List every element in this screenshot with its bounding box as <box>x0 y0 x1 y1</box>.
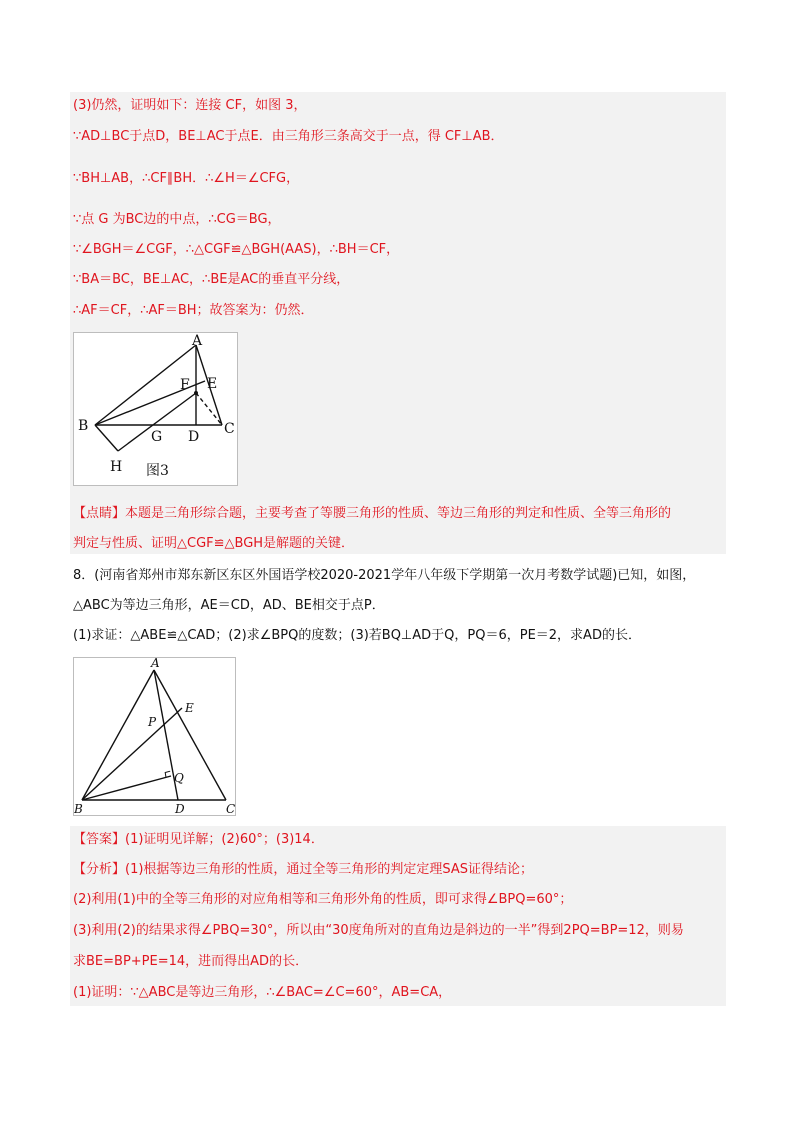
figure-3-drawing <box>74 333 237 485</box>
proof-line: (1)证明：∵△ABC是等边三角形，∴∠BAC=∠C=60°，AB=CA， <box>73 985 452 1000</box>
problem-8-line: 8．(河南省郑州市郑东新区东区外国语学校2020-2021学年八年级下学期第一次月考数学试题)已知，如图， <box>73 568 696 583</box>
label-a: A <box>192 333 203 349</box>
proof-line: ∴AF＝CF，∴AF＝BH；故答案为：仍然． <box>73 303 314 318</box>
label-d: D <box>175 802 185 815</box>
label-f: F <box>180 377 190 393</box>
label-h: H <box>110 459 123 475</box>
label-b: B <box>74 802 83 815</box>
label-a: A <box>151 658 160 670</box>
label-c: C <box>224 421 235 437</box>
analysis-line: (3)利用(2)的结果求得∠PBQ=30°，所以由“30度角所对的直角边是斜边的一半”得到2PQ=BP=12，则易 <box>73 923 684 938</box>
proof-line: ∵BA＝BC，BE⊥AC，∴BE是AC的垂直平分线， <box>73 272 350 287</box>
proof-line: ∵∠BGH＝∠CGF，∴△CGF≌△BGH(AAS)，∴BH＝CF， <box>73 242 400 257</box>
analysis-line: 【分析】(1)根据等边三角形的性质，通过全等三角形的判定定理SAS证得结论； <box>73 862 534 877</box>
comment-line: 【点睛】本题是三角形综合题，主要考查了等腰三角形的性质、等边三角形的判定和性质、全等三角形的 <box>73 506 672 521</box>
figure-problem-8 <box>73 657 236 816</box>
point-f <box>194 391 198 395</box>
proof-line: (3)仍然，证明如下：连接 CF，如图 3， <box>73 98 307 113</box>
segment-bh <box>95 425 118 451</box>
label-d: D <box>188 429 200 445</box>
answer-line: 【答案】(1)证明见详解；(2)60°；(3)14． <box>73 832 324 847</box>
proof-line: ∵AD⊥BC于点D，BE⊥AC于点E．由三角形三条高交于一点，得 CF⊥AB． <box>73 129 504 144</box>
problem-8-line: △ABC为等边三角形，AE＝CD，AD、BE相交于点P． <box>73 598 385 613</box>
label-q: Q <box>174 771 184 785</box>
answer-block-bottom <box>70 826 726 1006</box>
figure-3 <box>73 332 238 486</box>
label-p: P <box>148 715 157 729</box>
label-c: C <box>226 802 235 815</box>
comment-line: 判定与性质、证明△CGF≌△BGH是解题的关键． <box>73 536 355 551</box>
segment-ac <box>154 670 226 800</box>
label-e: E <box>185 701 194 715</box>
proof-line: ∵点 G 为BC边的中点，∴CG＝BG， <box>73 212 281 227</box>
label-e: E <box>207 376 218 392</box>
segment-ab <box>82 670 154 800</box>
segment-cf <box>196 393 222 425</box>
figure-caption: 图3 <box>146 463 169 479</box>
problem-8-line: (1)求证：△ABE≌△CAD；(2)求∠BPQ的度数；(3)若BQ⊥AD于Q，PQ＝6，PE＝2，求AD的长． <box>73 628 641 643</box>
proof-line: ∵BH⊥AB，∴CF∥BH．∴∠H＝∠CFG， <box>73 171 300 186</box>
figure-8-drawing <box>74 658 235 815</box>
analysis-line: (2)利用(1)中的全等三角形的对应角相等和三角形外角的性质，即可求得∠BPQ=60°； <box>73 892 573 907</box>
label-b: B <box>78 418 89 434</box>
label-g: G <box>151 429 163 445</box>
analysis-line: 求BE=BP+PE=14，进而得出AD的长． <box>73 954 309 969</box>
